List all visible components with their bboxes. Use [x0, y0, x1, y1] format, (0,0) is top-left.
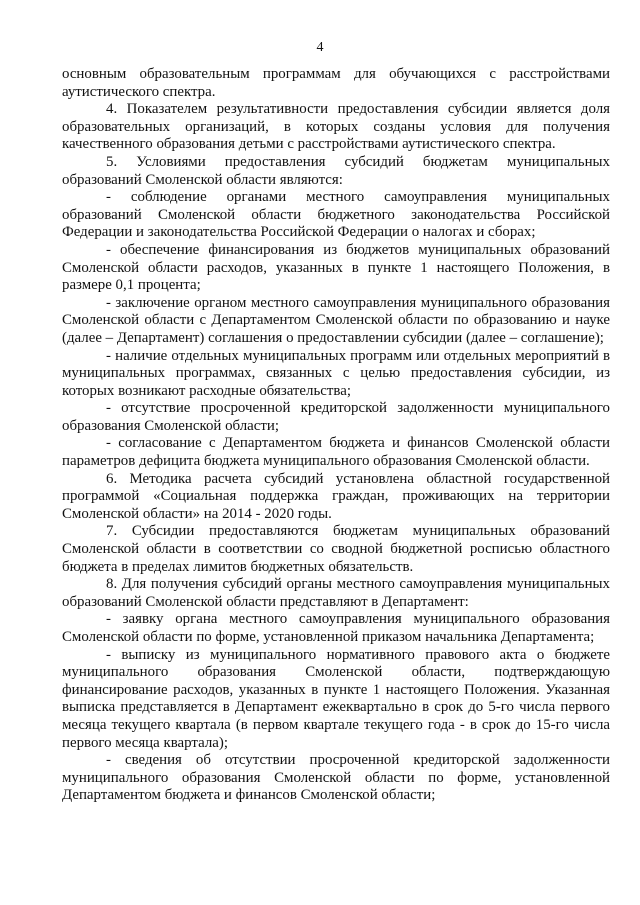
condition-no-debt: - отсутствие просроченной кредиторской задолженности муниципального образования Смоленской области;	[62, 400, 610, 434]
paragraph-item-7: 7. Субсидии предоставляются бюджетам муниципальных образований Смоленской области в соответствии со сводной бюджетной росписью областного бюджета в пределах лимитов бюджетных обязательств.	[62, 523, 610, 575]
page-number: 4	[316, 40, 324, 55]
condition-budget-law: - соблюдение органами местного самоуправления муниципальных образований Смоленской области бюджетного законодательства Российской Федерации и законодательства Российской Федерации о налогах и сборах;	[62, 189, 610, 241]
document-budget-extract: - выписку из муниципального нормативного правового акта о бюджете муниципального образования Смоленской области, подтверждающую финансирование расходов, указанных в пункте 1 настоящего Положения. Указанная выписка представляется в Департамент ежеквартально в срок до 5-го числа первого месяца текущего квартала (в первом квартале текущего года - в срок до 15-го числа первого месяца квартала);	[62, 646, 610, 751]
paragraph-item-6: 6. Методика расчета субсидий установлена областной государственной программой «Социальная поддержка граждан, проживающих на территории Смоленской области» на 2014 - 2020 годы.	[62, 470, 610, 522]
condition-deficit-approval: - согласование с Департаментом бюджета и финансов Смоленской области параметров дефицита бюджета муниципального образования Смоленской области.	[62, 435, 610, 470]
document-debt-statement: - сведения об отсутствии просроченной кредиторской задолженности муниципального образования Смоленской области по форме, установленной Департаментом бюджета и финансов Смоленской области;	[62, 752, 610, 804]
paragraph-item-8: 8. Для получения субсидий органы местного самоуправления муниципальных образований Смоленской области представляют в Департамент:	[62, 576, 610, 610]
paragraph-continuation: основным образовательным программам для обучающихся с расстройствами аутистического спектра.	[62, 66, 610, 100]
document-body	[62, 66, 610, 805]
paragraph-item-5: 5. Условиями предоставления субсидий бюджетам муниципальных образований Смоленской области являются:	[62, 153, 610, 188]
condition-agreement: - заключение органом местного самоуправления муниципального образования Смоленской области с Департаментом Смоленской области по образованию и науке (далее – Департамент) соглашения о предоставлении субсидии (далее – соглашение);	[62, 294, 610, 346]
paragraph-item-4: 4. Показателем результативности предоставления субсидии является доля образовательных организаций, в которых созданы условия для получения качественного образования детьми с расстройствами аутистического спектра.	[62, 101, 610, 153]
condition-cofinancing: - обеспечение финансирования из бюджетов муниципальных образований Смоленской области расходов, указанных в пункте 1 настоящего Положения, в размере 0,1 процента;	[62, 241, 610, 294]
document-application: - заявку органа местного самоуправления муниципального образования Смоленской области по форме, установленной приказом начальника Департамента;	[62, 611, 610, 645]
condition-programs: - наличие отдельных муниципальных программ или отдельных мероприятий в муниципальных программах, связанных с целью предоставления субсидии, из которых возникают расходные обязательства;	[62, 347, 610, 399]
